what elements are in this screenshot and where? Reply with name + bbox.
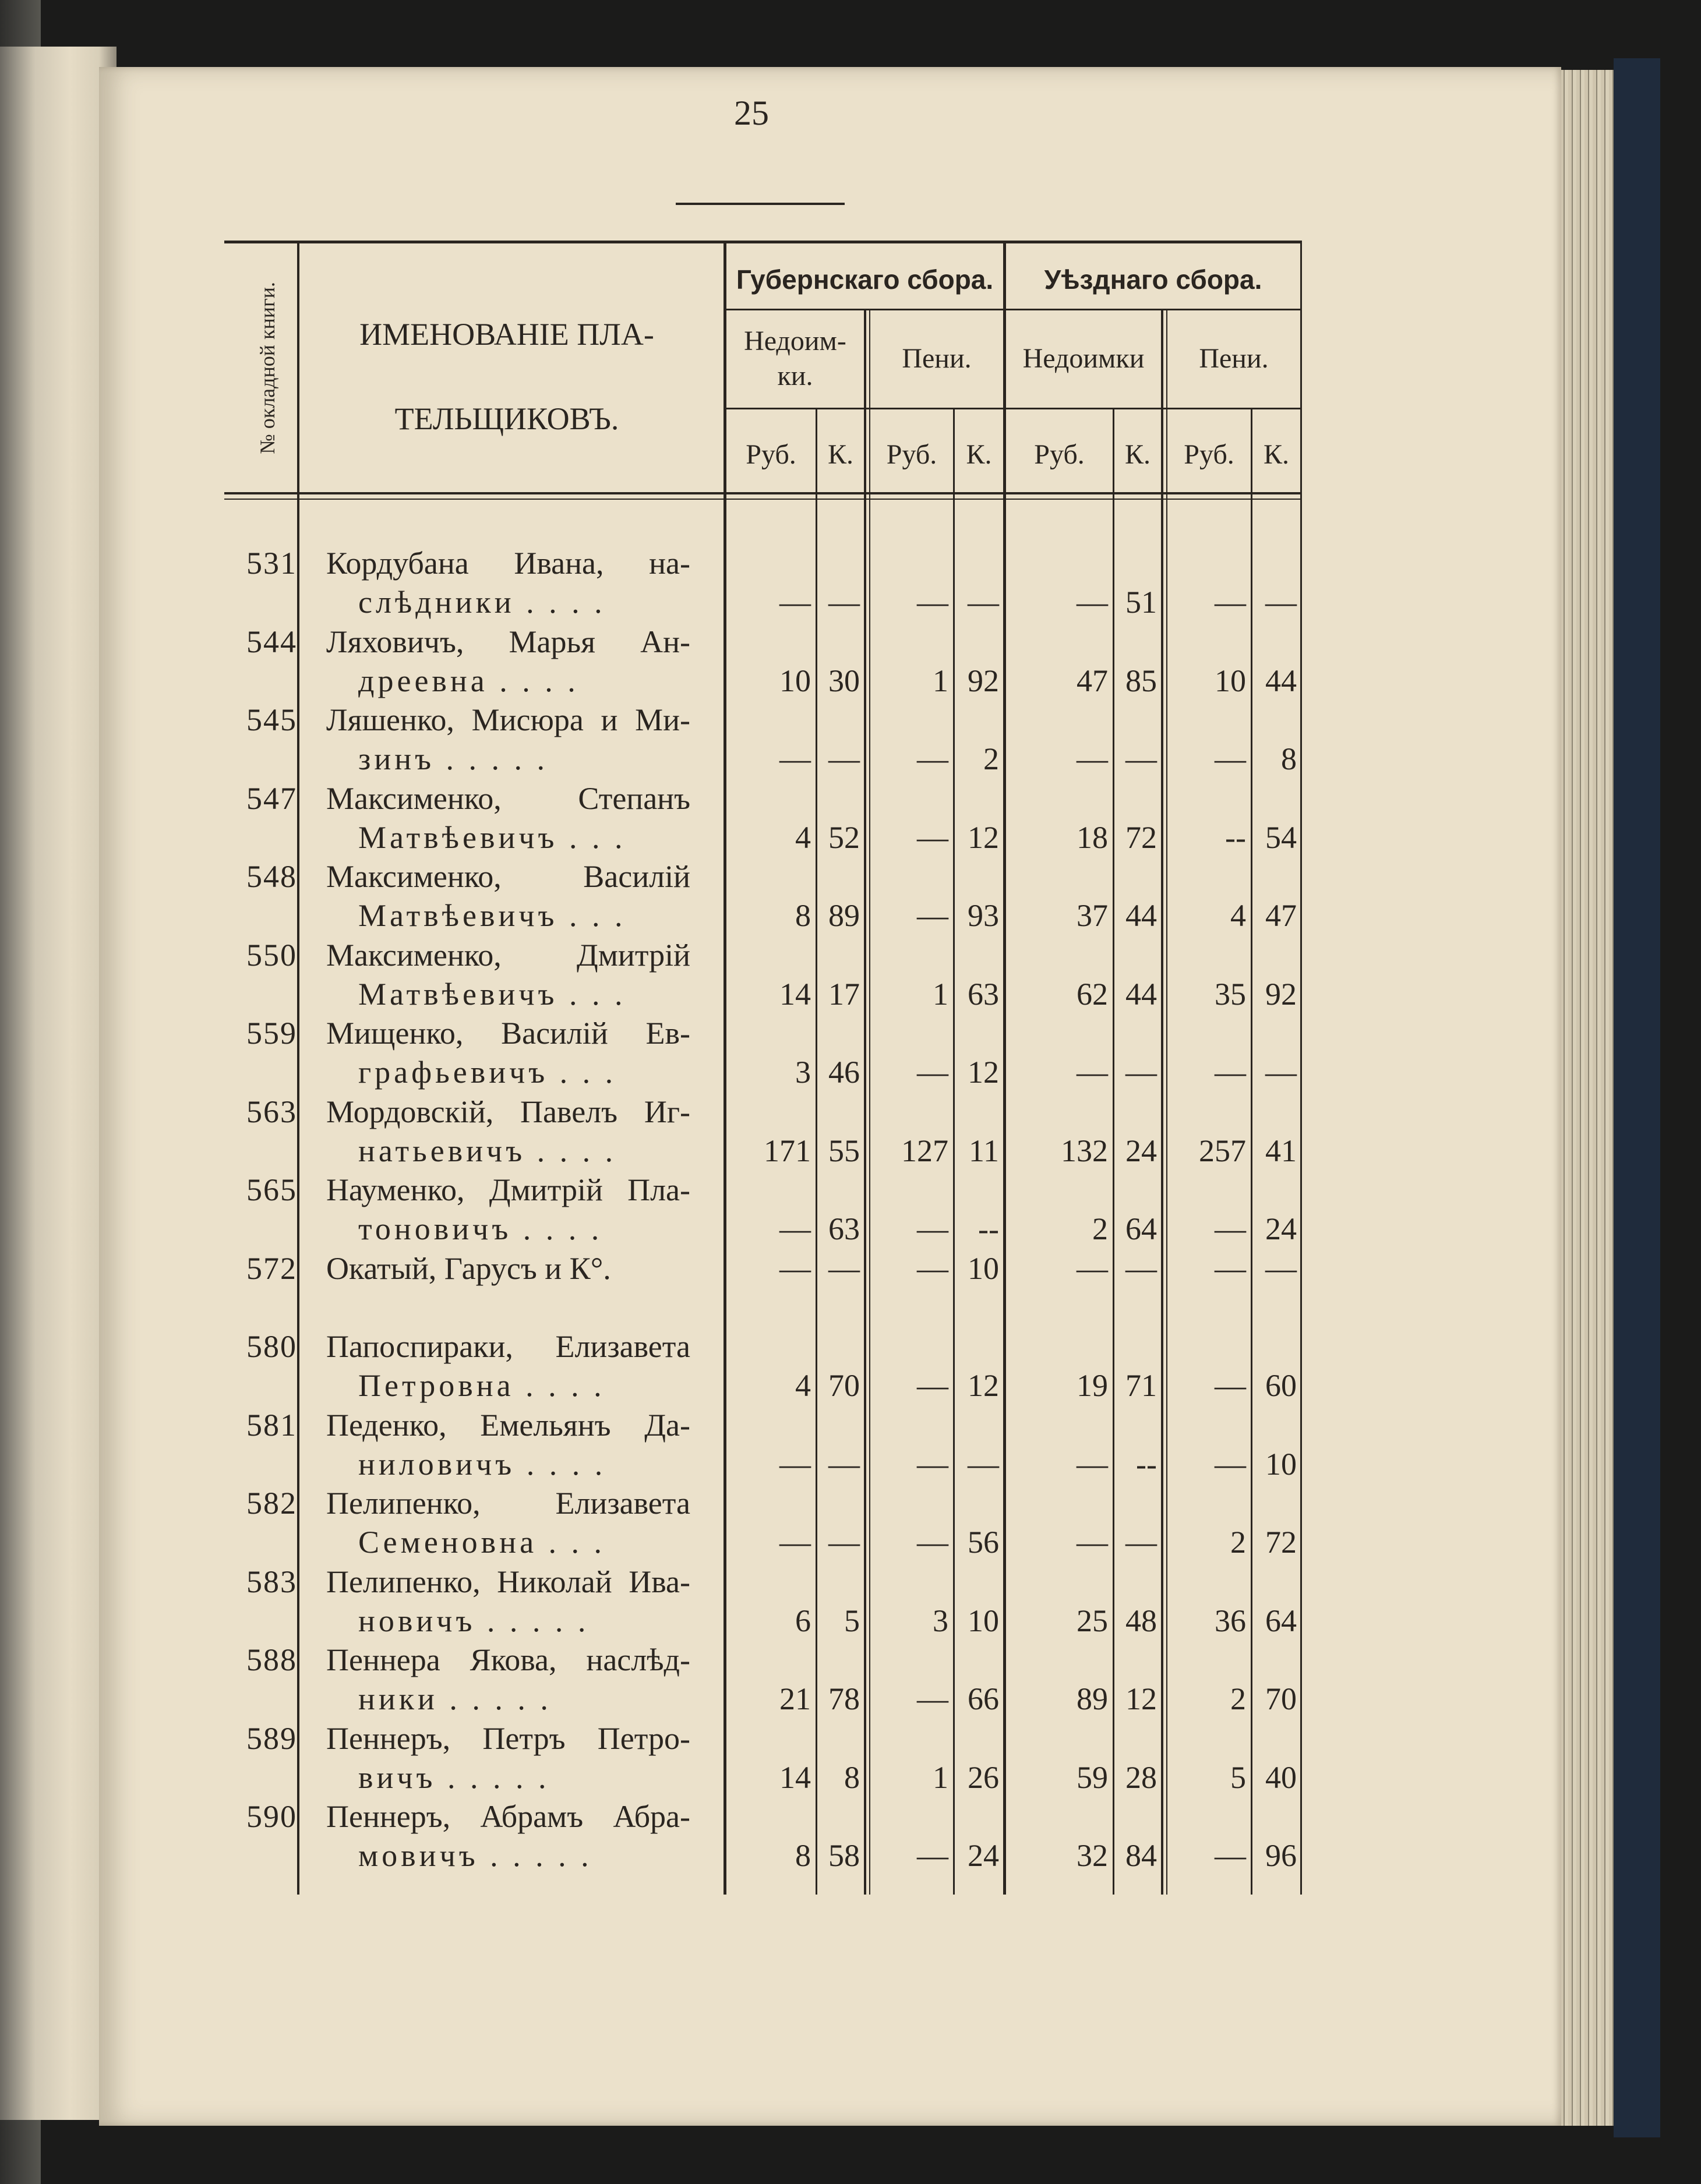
header-gub-arrears-line2: ки. xyxy=(777,361,813,391)
row-value: 48 xyxy=(1125,1603,1157,1638)
row-payer-name-line2: ниловичъ . . . . xyxy=(358,1446,606,1482)
row-value: — xyxy=(917,1446,948,1482)
row-value: — xyxy=(779,585,811,620)
header-rub: Руб. xyxy=(886,439,937,470)
row-value: 36 xyxy=(1215,1603,1246,1638)
row-book-number: 563 xyxy=(246,1094,297,1129)
row-value: — xyxy=(917,819,948,855)
header-bottom-rule xyxy=(224,492,1302,494)
header-kop: К. xyxy=(1124,439,1151,470)
vrule-uezd-rub xyxy=(1113,408,1114,1895)
row-payer-name-line1: Максименко, Степанъ xyxy=(326,780,690,816)
row-value: — xyxy=(917,1368,948,1403)
row-value: -- xyxy=(1225,819,1246,855)
vrule-gub-split xyxy=(864,309,866,1895)
header-uezd-group: Уѣзднаго сбора. xyxy=(1044,264,1262,295)
row-value: 84 xyxy=(1125,1838,1157,1873)
row-value: — xyxy=(1077,1446,1108,1482)
row-payer-name-line1: Максименко, Дмитрій xyxy=(326,937,690,973)
row-payer-name-line2: Матвѣевичъ . . . xyxy=(358,819,626,855)
row-value: 10 xyxy=(968,1250,999,1286)
row-book-number: 565 xyxy=(246,1172,297,1207)
header-uezd-penalty: Пени. xyxy=(1199,343,1269,374)
row-value: 14 xyxy=(779,1759,811,1795)
row-value: 56 xyxy=(968,1525,999,1560)
row-value: 64 xyxy=(1265,1603,1297,1638)
row-payer-name-line1: Ляховичъ, Марья Ан- xyxy=(326,624,690,659)
row-value: — xyxy=(917,1525,948,1560)
row-value: — xyxy=(1077,585,1108,620)
row-value: -- xyxy=(1136,1446,1157,1482)
row-value: 54 xyxy=(1265,819,1297,855)
row-value: 92 xyxy=(968,663,999,698)
row-value: 51 xyxy=(1125,585,1157,620)
row-value: 12 xyxy=(1125,1681,1157,1716)
row-value: 132 xyxy=(1061,1133,1108,1168)
row-value: 127 xyxy=(901,1133,948,1168)
row-value: 85 xyxy=(1125,663,1157,698)
row-value: — xyxy=(1077,1525,1108,1560)
row-value: — xyxy=(779,1211,811,1246)
row-value: 10 xyxy=(779,663,811,698)
row-value: -- xyxy=(978,1211,999,1246)
row-value: 6 xyxy=(795,1603,811,1638)
row-value: — xyxy=(1215,1055,1246,1090)
row-value: — xyxy=(917,741,948,776)
row-value: 52 xyxy=(828,819,860,855)
row-payer-name-line2: ники . . . . . xyxy=(358,1681,552,1716)
row-value: 24 xyxy=(1265,1211,1297,1246)
row-value: 28 xyxy=(1125,1759,1157,1795)
row-value: 14 xyxy=(779,976,811,1012)
row-value: — xyxy=(1125,741,1157,776)
row-value: 70 xyxy=(1265,1681,1297,1716)
row-value: — xyxy=(968,1446,999,1482)
row-book-number: 582 xyxy=(246,1486,297,1521)
row-book-number: 588 xyxy=(246,1642,297,1677)
row-value: 10 xyxy=(968,1603,999,1638)
row-value: 8 xyxy=(844,1759,860,1795)
row-value: 78 xyxy=(828,1681,860,1716)
row-value: 8 xyxy=(1281,741,1297,776)
row-value: 8 xyxy=(795,1838,811,1873)
row-value: — xyxy=(1125,1250,1157,1286)
row-value: — xyxy=(917,1055,948,1090)
row-value: — xyxy=(1077,1250,1108,1286)
header-bottom-rule-2 xyxy=(224,499,1302,500)
row-value: 1 xyxy=(933,663,948,698)
row-value: 70 xyxy=(828,1368,860,1403)
row-payer-name-line1: Мордовскій, Павелъ Иг- xyxy=(326,1094,690,1129)
row-book-number: 550 xyxy=(246,937,297,973)
row-value: 32 xyxy=(1077,1838,1108,1873)
vrule-no xyxy=(297,241,299,1895)
row-value: 25 xyxy=(1077,1603,1108,1638)
row-value: 64 xyxy=(1125,1211,1157,1246)
book-cover-edge xyxy=(1614,58,1660,2137)
row-value: — xyxy=(917,585,948,620)
row-book-number: 545 xyxy=(246,702,297,737)
row-payer-name-line1: Пелипенко, Елизавета xyxy=(326,1486,690,1521)
vrule-name xyxy=(724,241,726,1895)
row-value: 24 xyxy=(968,1838,999,1873)
header-kop: К. xyxy=(1263,439,1289,470)
row-payer-name-line2: графьевичъ . . . xyxy=(358,1055,617,1090)
row-value: 44 xyxy=(1125,976,1157,1012)
row-value: — xyxy=(917,898,948,933)
row-value: 12 xyxy=(968,819,999,855)
header-payer-name-line2: ТЕЛЬЩИКОВЪ. xyxy=(394,401,619,436)
row-value: 35 xyxy=(1215,976,1246,1012)
row-value: 37 xyxy=(1077,898,1108,933)
row-value: — xyxy=(1077,1055,1108,1090)
row-value: 4 xyxy=(1230,898,1246,933)
row-value: 19 xyxy=(1077,1368,1108,1403)
row-value: 10 xyxy=(1265,1446,1297,1482)
row-value: — xyxy=(917,1250,948,1286)
row-value: 1 xyxy=(933,1759,948,1795)
header-gub-penalty: Пени. xyxy=(902,343,972,374)
row-value: 41 xyxy=(1265,1133,1297,1168)
row-value: 1 xyxy=(933,976,948,1012)
row-value: 5 xyxy=(844,1603,860,1638)
row-value: 71 xyxy=(1125,1368,1157,1403)
header-gubernia-group: Губернскаго сбора. xyxy=(736,264,994,295)
row-value: 58 xyxy=(828,1838,860,1873)
row-payer-name-line1: Папоспираки, Елизавета xyxy=(326,1329,690,1364)
row-value: 12 xyxy=(968,1055,999,1090)
row-payer-name-line1: Пелипенко, Николай Ива- xyxy=(326,1564,690,1599)
table-top-rule xyxy=(224,241,1302,243)
row-value: 18 xyxy=(1077,819,1108,855)
header-rub: Руб. xyxy=(746,439,796,470)
row-book-number: 590 xyxy=(246,1799,297,1834)
row-value: 2 xyxy=(983,741,999,776)
row-payer-name-line2: тоновичъ . . . . xyxy=(358,1211,603,1246)
row-payer-name-line1: Максименко, Василій xyxy=(326,859,690,894)
row-value: 93 xyxy=(968,898,999,933)
row-book-number: 589 xyxy=(246,1720,297,1756)
row-value: — xyxy=(917,1838,948,1873)
row-value: 63 xyxy=(968,976,999,1012)
row-payer-name-line2: Петровна . . . . xyxy=(358,1368,605,1403)
header-kop: К. xyxy=(827,439,853,470)
row-book-number: 544 xyxy=(246,624,297,659)
row-value: — xyxy=(828,1250,860,1286)
row-payer-name-line1: Педенко, Емельянъ Да- xyxy=(326,1407,690,1443)
row-payer-name-line1: Науменко, Дмитрій Пла- xyxy=(326,1172,690,1207)
row-value: — xyxy=(1265,1055,1297,1090)
group-divider-rule xyxy=(725,309,1302,310)
row-value: — xyxy=(828,741,860,776)
row-value: 3 xyxy=(795,1055,811,1090)
row-value: 11 xyxy=(969,1133,999,1168)
row-value: — xyxy=(968,585,999,620)
row-payer-name-line2: Матвѣевичъ . . . xyxy=(358,976,626,1012)
row-value: 66 xyxy=(968,1681,999,1716)
row-value: 2 xyxy=(1092,1211,1108,1246)
row-value: 26 xyxy=(968,1759,999,1795)
row-payer-name-line2: зинъ . . . . . xyxy=(358,741,549,776)
row-value: 60 xyxy=(1265,1368,1297,1403)
row-value: 47 xyxy=(1265,898,1297,933)
row-value: 2 xyxy=(1230,1681,1246,1716)
row-value: — xyxy=(1215,1211,1246,1246)
row-payer-name-line2: слѣдники . . . . xyxy=(358,585,606,620)
row-book-number: 559 xyxy=(246,1016,297,1051)
row-value: 63 xyxy=(828,1211,860,1246)
row-book-number: 531 xyxy=(246,546,297,581)
row-book-number: 580 xyxy=(246,1329,297,1364)
row-value: — xyxy=(1215,1838,1246,1873)
header-book-number: № окладной книги. xyxy=(256,281,280,454)
row-value: — xyxy=(1215,1446,1246,1482)
row-payer-name-line2: мовичъ . . . . . xyxy=(358,1838,592,1873)
row-value: — xyxy=(1265,1250,1297,1286)
row-payer-name-line1: Окатый, Гарусъ и К°. xyxy=(326,1250,611,1286)
row-value: 44 xyxy=(1125,898,1157,933)
vrule-uezd-split-2 xyxy=(1166,309,1167,1895)
row-value: — xyxy=(779,1446,811,1482)
row-payer-name-line2: Семеновна . . . xyxy=(358,1525,606,1560)
subgroup-divider-rule xyxy=(725,408,1302,409)
row-book-number: 548 xyxy=(246,859,297,894)
row-payer-name-line2: натьевичъ . . . . xyxy=(358,1133,617,1168)
row-value: 96 xyxy=(1265,1838,1297,1873)
row-value: — xyxy=(779,1250,811,1286)
row-payer-name-line1: Пеннеръ, Абрамъ Абра- xyxy=(326,1799,690,1834)
row-value: 3 xyxy=(933,1603,948,1638)
row-value: — xyxy=(828,1446,860,1482)
header-payer-name-line1: ИМЕНОВАНІЕ ПЛА- xyxy=(359,317,654,352)
vrule-gub-pen-rub xyxy=(953,408,955,1895)
row-value: — xyxy=(779,1525,811,1560)
row-book-number: 547 xyxy=(246,780,297,816)
row-book-number: 572 xyxy=(246,1250,297,1286)
page-number-rule xyxy=(676,203,845,205)
row-value: 257 xyxy=(1199,1133,1246,1168)
header-rub: Руб. xyxy=(1034,439,1085,470)
vrule-right xyxy=(1300,241,1302,1895)
row-value: 30 xyxy=(828,663,860,698)
row-value: 47 xyxy=(1077,663,1108,698)
row-value: — xyxy=(1077,741,1108,776)
row-value: 4 xyxy=(795,1368,811,1403)
row-value: 21 xyxy=(779,1681,811,1716)
row-value: 8 xyxy=(795,898,811,933)
row-payer-name-line2: дреевна . . . . xyxy=(358,663,579,698)
row-value: 17 xyxy=(828,976,860,1012)
row-value: 2 xyxy=(1230,1525,1246,1560)
row-value: 55 xyxy=(828,1133,860,1168)
row-payer-name-line1: Пеннера Якова, наслѣд- xyxy=(326,1642,690,1677)
vrule-gub-split-2 xyxy=(869,309,870,1895)
row-value: — xyxy=(828,1525,860,1560)
row-value: 4 xyxy=(795,819,811,855)
row-value: 72 xyxy=(1125,819,1157,855)
row-value: 12 xyxy=(968,1368,999,1403)
vrule-uezd-pen-rub xyxy=(1251,408,1252,1895)
header-gub-arrears-line1: Недоим- xyxy=(744,326,846,356)
header-rub: Руб. xyxy=(1184,439,1234,470)
row-value: — xyxy=(917,1211,948,1246)
row-payer-name-line2: Матвѣевичъ . . . xyxy=(358,898,626,933)
row-value: — xyxy=(1215,585,1246,620)
row-value: 62 xyxy=(1077,976,1108,1012)
row-value: 44 xyxy=(1265,663,1297,698)
row-value: — xyxy=(1265,585,1297,620)
row-value: — xyxy=(1125,1055,1157,1090)
header-kop: К. xyxy=(966,439,992,470)
row-payer-name-line2: новичъ . . . . . xyxy=(358,1603,590,1638)
vrule-groups xyxy=(1003,241,1006,1895)
row-value: 92 xyxy=(1265,976,1297,1012)
row-value: 24 xyxy=(1125,1133,1157,1168)
row-value: — xyxy=(1215,1250,1246,1286)
row-payer-name-line1: Кордубана Ивана, на- xyxy=(326,546,690,581)
page-number: 25 xyxy=(734,94,769,132)
row-book-number: 581 xyxy=(246,1407,297,1443)
row-value: — xyxy=(828,585,860,620)
row-value: — xyxy=(1125,1525,1157,1560)
row-value: 89 xyxy=(828,898,860,933)
vrule-uezd-split xyxy=(1161,309,1163,1895)
row-payer-name-line1: Ляшенко, Мисюра и Ми- xyxy=(326,702,690,737)
row-payer-name-line1: Пеннеръ, Петръ Петро- xyxy=(326,1720,690,1756)
row-value: 171 xyxy=(764,1133,811,1168)
row-payer-name-line1: Мищенко, Василій Ев- xyxy=(326,1016,690,1051)
row-value: 40 xyxy=(1265,1759,1297,1795)
row-value: 46 xyxy=(828,1055,860,1090)
row-value: 10 xyxy=(1215,663,1246,698)
row-value: — xyxy=(1215,741,1246,776)
header-uezd-arrears: Недоимки xyxy=(1022,343,1145,374)
row-value: — xyxy=(779,741,811,776)
row-payer-name-line2: вичъ . . . . . xyxy=(358,1759,550,1795)
row-value: 89 xyxy=(1077,1681,1108,1716)
row-value: 72 xyxy=(1265,1525,1297,1560)
row-value: — xyxy=(917,1681,948,1716)
row-value: — xyxy=(1215,1368,1246,1403)
vrule-gub-rub xyxy=(816,408,817,1895)
row-value: 5 xyxy=(1230,1759,1246,1795)
row-book-number: 583 xyxy=(246,1564,297,1599)
row-value: 59 xyxy=(1077,1759,1108,1795)
